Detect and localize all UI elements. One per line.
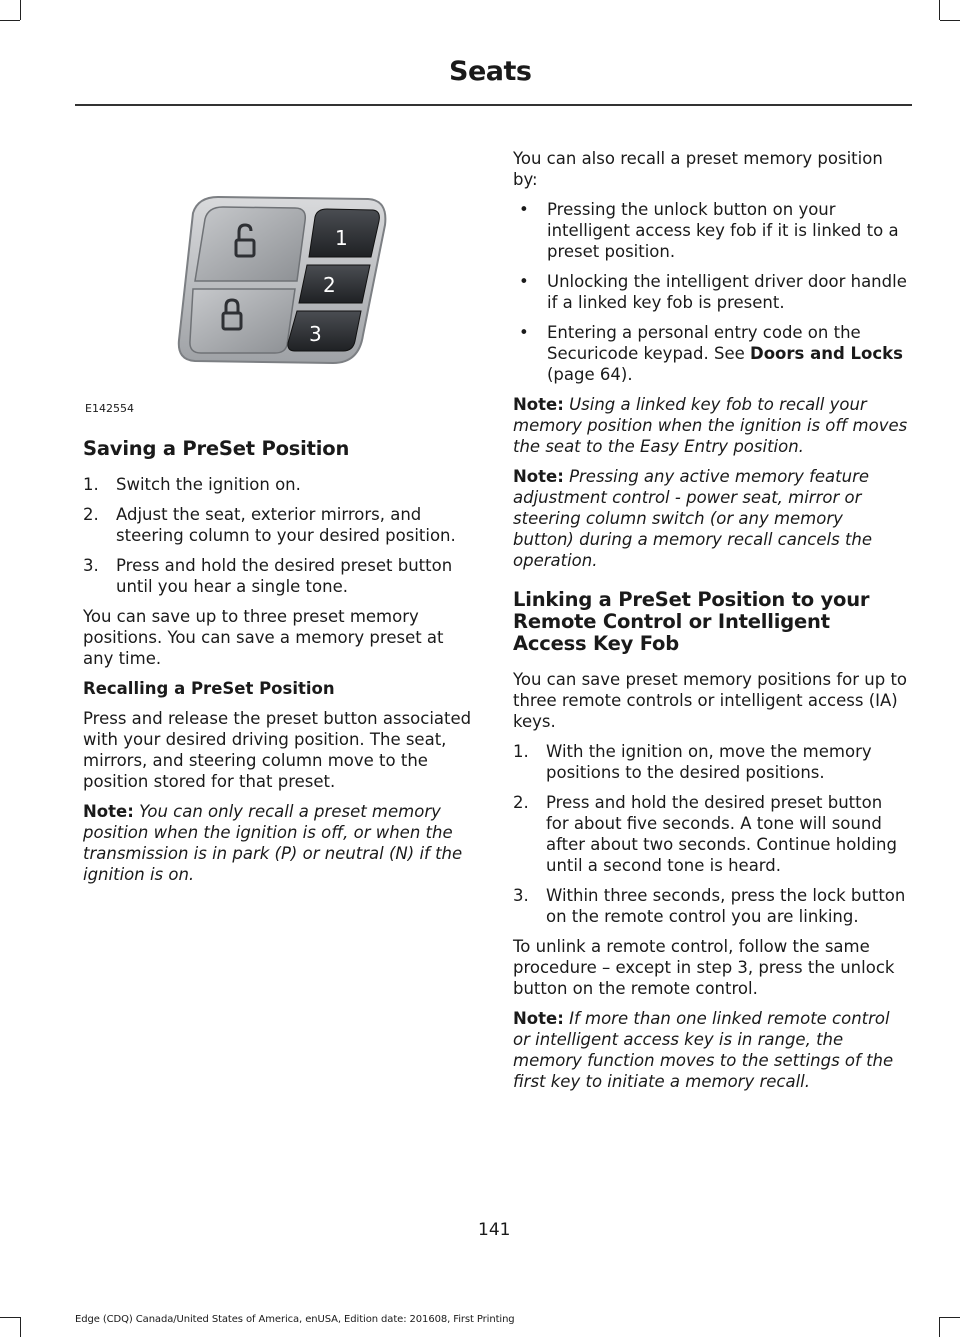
memory-buttons-illustration [83,185,475,385]
crop-mark [940,1317,960,1318]
list-item [83,555,475,597]
step-text: Press and hold the desired preset button until you hear a single tone. [116,556,453,596]
cross-reference-link[interactable]: Doors and Locks [750,344,903,363]
memory-button-3[interactable] [288,311,361,351]
list-item [513,741,908,783]
crop-mark [0,20,20,21]
step-text: Adjust the seat, exterior mirrors, and steering column to your desired position. [116,505,456,545]
subsection-heading: Recalling a PreSet Position [83,679,335,698]
crop-mark [0,1317,20,1318]
list-item [83,504,475,546]
step-text: With the ignition on, move the memory positions to the desired positions. [546,742,872,782]
note-text: Using a linked key fob to recall your memory position when the ignition is off moves the seat to the Easy Entry position. [513,395,908,456]
step-number: 1. [513,742,529,761]
list-item [513,322,908,385]
section-heading: Linking a PreSet Position to your Remote Control or Intelligent Access Key Fob [513,588,870,655]
crop-mark [940,20,960,21]
list-item [513,885,908,927]
footer-edition-info: Edge (CDQ) Canada/United States of America, enUSA, Edition date: 201608, First Printing [75,1314,515,1325]
step-number: 1. [83,475,99,494]
note [83,801,475,885]
paragraph: You can also recall a preset memory position by: [513,149,883,189]
crop-mark [20,0,21,20]
bullet-text: Entering a personal entry code on the Securicode keypad. See [547,323,861,363]
recall-methods-list [513,199,908,385]
note-label: Note: [83,802,134,821]
step-text: Switch the ignition on. [116,475,301,494]
memory-button-1-label: 1 [335,226,348,250]
unlock-button[interactable] [195,207,305,281]
memory-button-2-label: 2 [323,273,336,297]
paragraph: You can save preset memory positions for up to three remote controls or intelligent access (IA) keys. [513,670,908,731]
step-number: 3. [83,556,99,575]
note-text: If more than one linked remote control or intelligent access key is in range, the memory function moves to the settings of the first key to initiate a memory recall. [513,1009,894,1091]
figure-code: E142554 [85,402,134,415]
page-reference: (page 64). [547,365,633,384]
note-label: Note: [513,467,564,486]
note-text: Pressing any active memory feature adjustment control - power seat, mirror or steering column switch (or any memory button) during a memory recall cancels the operation. [513,467,873,570]
page-title: Seats [449,56,532,87]
bullet: • [519,200,529,219]
bullet-text: Unlocking the intelligent driver door handle if a linked key fob is present. [547,272,907,312]
crop-mark [939,1317,940,1337]
linking-steps [513,741,908,927]
saving-steps [83,474,475,597]
memory-button-3-label: 3 [309,322,322,346]
crop-mark [939,0,940,20]
paragraph: To unlink a remote control, follow the same procedure – except in step 3, press the unlock button on the remote control. [513,937,895,998]
header-divider [75,104,912,106]
memory-buttons-figure [83,185,475,415]
bullet: • [519,272,529,291]
step-number: 2. [513,793,529,812]
note [513,466,908,571]
section-heading: Saving a PreSet Position [83,437,350,460]
list-item [513,199,908,262]
step-number: 3. [513,886,529,905]
crop-mark [20,1317,21,1337]
left-column [83,438,475,894]
note [513,394,908,457]
step-text: Within three seconds, press the lock button on the remote control you are linking. [546,886,906,926]
paragraph: You can save up to three preset memory positions. You can save a memory preset at any time. [83,607,444,668]
page-number: 141 [478,1220,511,1240]
paragraph: Press and release the preset button associated with your desired driving position. The seat, mirrors, and steering column move to the position stored for that preset. [83,709,472,791]
list-item [83,474,475,495]
note-label: Note: [513,395,564,414]
right-column [513,148,908,1101]
note-label: Note: [513,1009,564,1028]
list-item [513,271,908,313]
step-text: Press and hold the desired preset button for about five seconds. A tone will sound after about two seconds. Continue holding until a second tone is heard. [546,793,897,875]
step-number: 2. [83,505,99,524]
bullet: • [519,323,529,342]
bullet-text: Pressing the unlock button on your intelligent access key fob if it is linked to a preset position. [547,200,899,261]
list-item [513,792,908,876]
note-text: You can only recall a preset memory position when the ignition is off, or when the transmission is in park (P) or neutral (N) if the ignition is on. [83,802,463,884]
note [513,1008,908,1092]
